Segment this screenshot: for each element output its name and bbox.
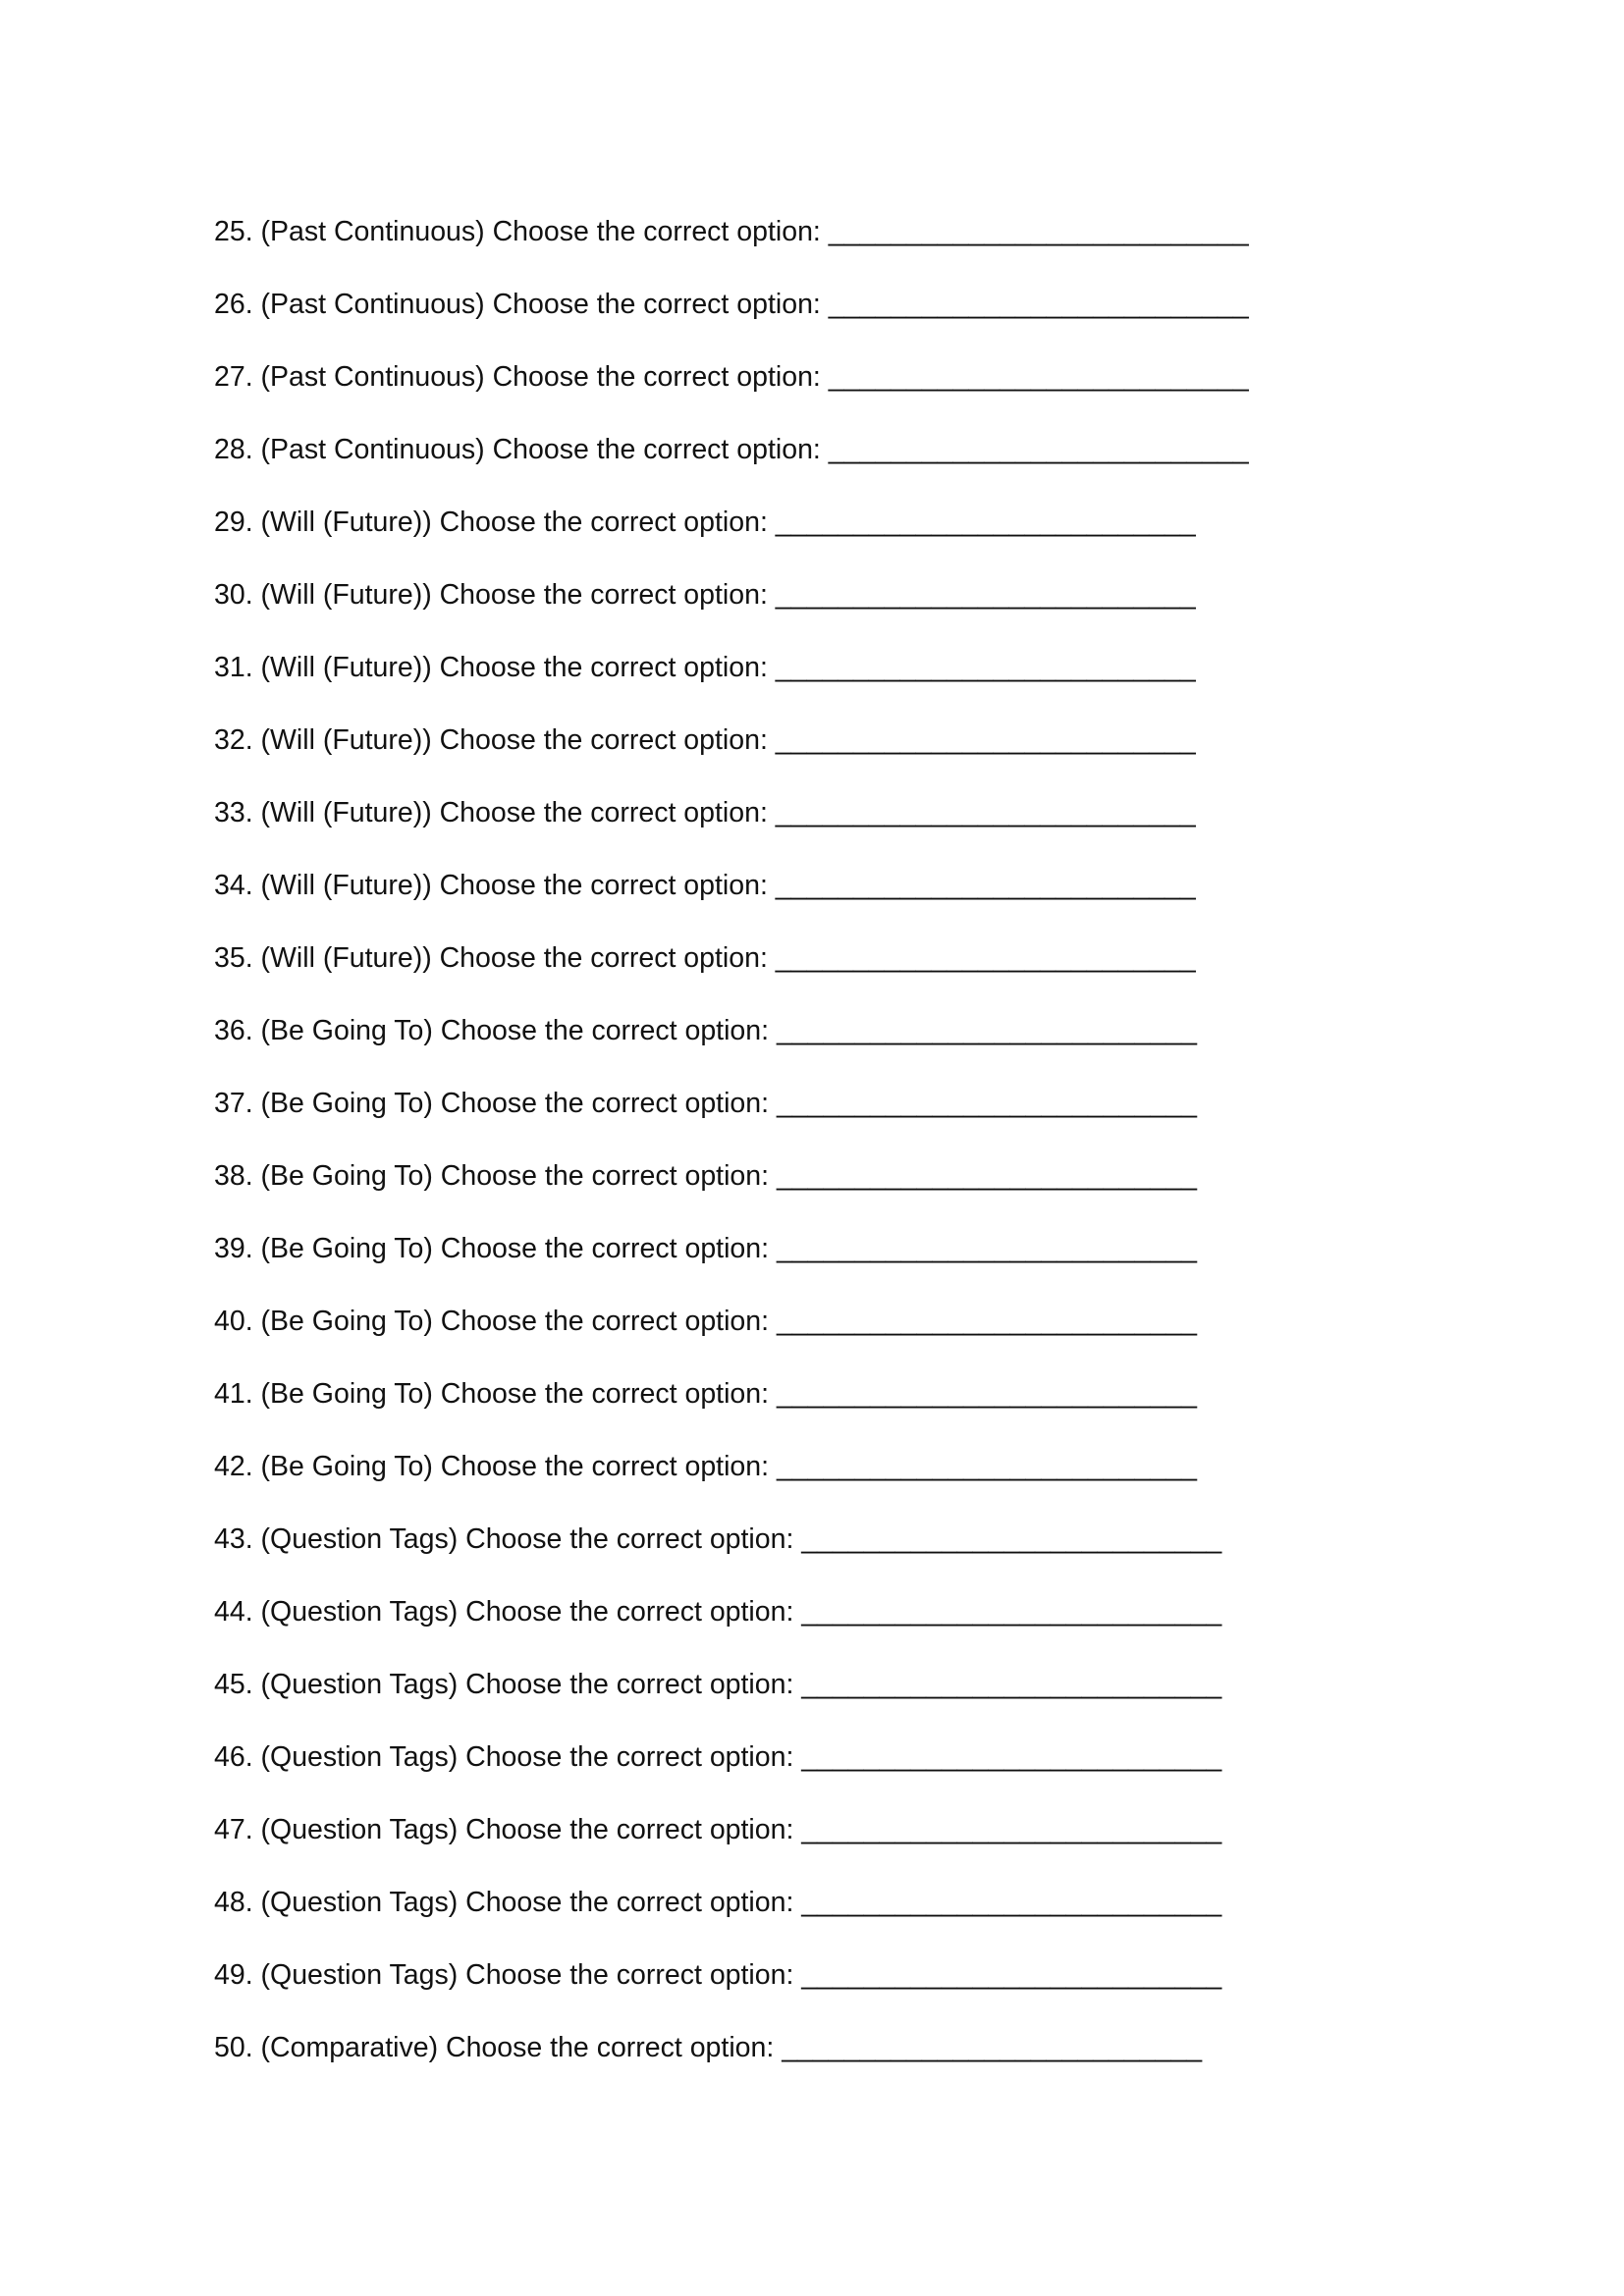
question-item: 41. (Be Going To) Choose the correct option: ___________________________ <box>214 1378 1197 1410</box>
question-item: 36. (Be Going To) Choose the correct option: ___________________________ <box>214 1015 1197 1046</box>
question-item: 27. (Past Continuous) Choose the correct option: ___________________________ <box>214 361 1249 393</box>
question-item: 39. (Be Going To) Choose the correct option: ___________________________ <box>214 1233 1197 1264</box>
question-item: 35. (Will (Future)) Choose the correct option: ___________________________ <box>214 942 1196 974</box>
question-item: 45. (Question Tags) Choose the correct option: ___________________________ <box>214 1669 1222 1700</box>
question-item: 49. (Question Tags) Choose the correct option: ___________________________ <box>214 1959 1222 1991</box>
question-item: 25. (Past Continuous) Choose the correct option: ___________________________ <box>214 216 1249 247</box>
question-item: 50. (Comparative) Choose the correct option: ___________________________ <box>214 2032 1203 2063</box>
question-item: 47. (Question Tags) Choose the correct option: ___________________________ <box>214 1814 1222 1845</box>
question-item: 32. (Will (Future)) Choose the correct option: ___________________________ <box>214 724 1196 756</box>
question-item: 34. (Will (Future)) Choose the correct option: ___________________________ <box>214 870 1196 901</box>
question-item: 30. (Will (Future)) Choose the correct option: ___________________________ <box>214 579 1196 611</box>
question-item: 29. (Will (Future)) Choose the correct option: ___________________________ <box>214 507 1196 538</box>
question-item: 44. (Question Tags) Choose the correct option: ___________________________ <box>214 1596 1222 1628</box>
question-item: 42. (Be Going To) Choose the correct option: ___________________________ <box>214 1451 1197 1482</box>
question-item: 46. (Question Tags) Choose the correct option: ___________________________ <box>214 1741 1222 1773</box>
question-item: 38. (Be Going To) Choose the correct option: ___________________________ <box>214 1160 1197 1192</box>
question-item: 40. (Be Going To) Choose the correct option: ___________________________ <box>214 1306 1197 1337</box>
question-list <box>214 212 1249 2101</box>
question-item: 26. (Past Continuous) Choose the correct option: ___________________________ <box>214 289 1249 320</box>
question-item: 48. (Question Tags) Choose the correct option: ___________________________ <box>214 1887 1222 1918</box>
question-item: 43. (Question Tags) Choose the correct option: ___________________________ <box>214 1523 1222 1555</box>
question-item: 31. (Will (Future)) Choose the correct option: ___________________________ <box>214 652 1196 683</box>
question-item: 37. (Be Going To) Choose the correct option: ___________________________ <box>214 1088 1197 1119</box>
question-item: 33. (Will (Future)) Choose the correct option: ___________________________ <box>214 797 1196 828</box>
question-item: 28. (Past Continuous) Choose the correct option: ___________________________ <box>214 434 1249 465</box>
